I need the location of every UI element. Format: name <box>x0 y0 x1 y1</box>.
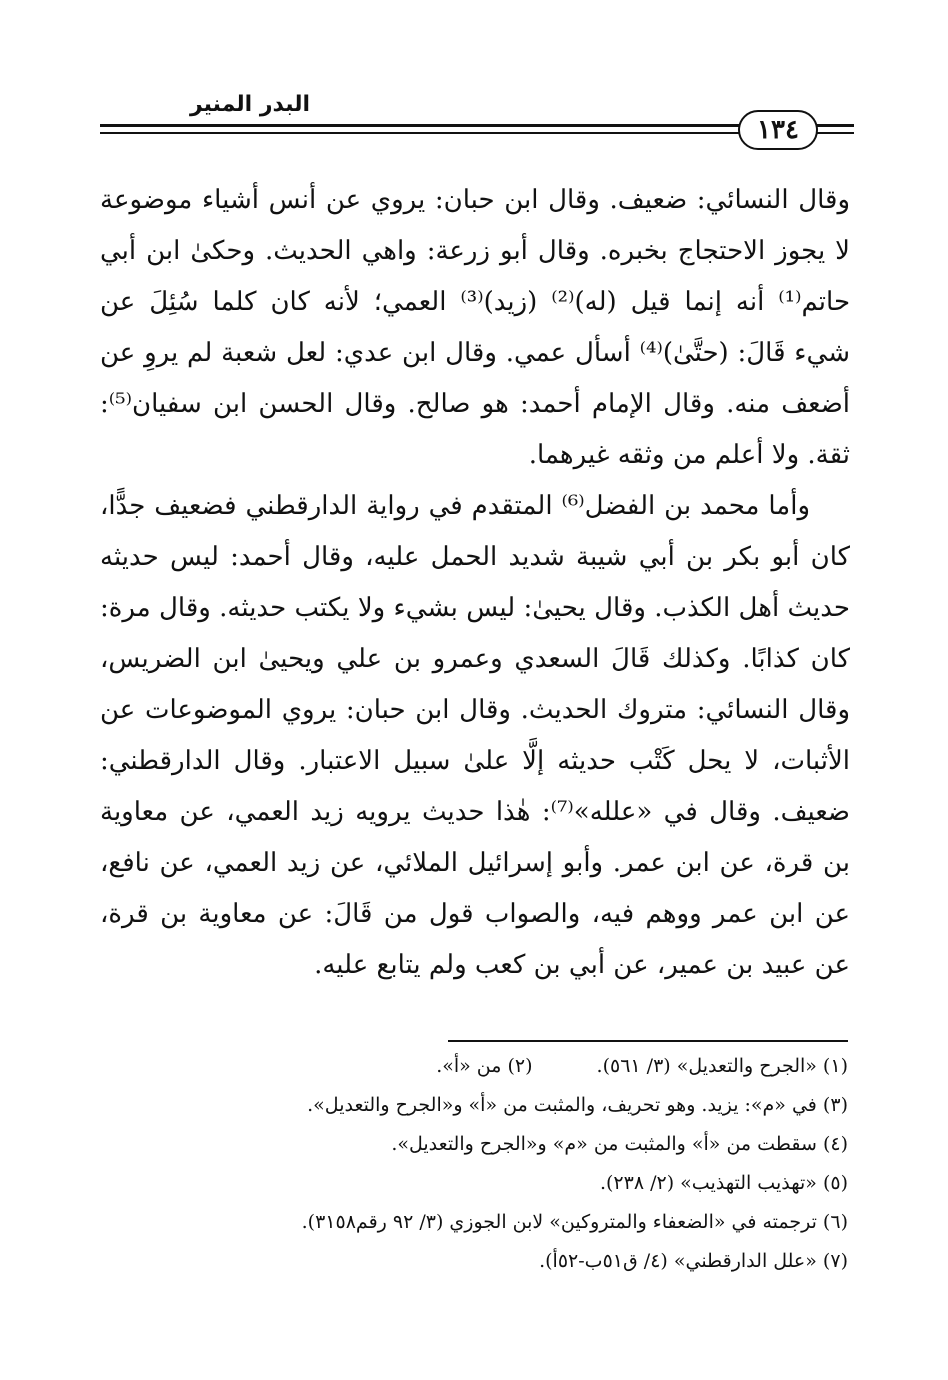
main-text <box>100 175 850 991</box>
header-rule-bottom <box>100 132 740 134</box>
footnotes <box>100 1047 848 1281</box>
page-number: ١٣٤ <box>738 110 818 150</box>
header-rule-right-top <box>816 124 854 127</box>
paragraph-2: وأما محمد بن الفضل⁽⁶⁾ المتقدم في رواية الدارقطني فضعيف جدًّا، كان أبو بكر بن أبي شيبة شديد الحمل عليه، وقال أحمد: ليس حديثه حديث أهل الكذب. وقال يحيىٰ: ليس بشيء ولا يكتب حديثه. وقال مرة: كان كذابًا. وكذلك قَالَ السعدي وعمرو بن علي ويحيىٰ ابن الضريس، وقال النسائي: متروك الحديث. وقال ابن حبان: يروي الموضوعات عن الأثبات، لا يحل كَتْب حديثه إلَّا علىٰ سبيل الاعتبار. وقال الدارقطني: ضعيف. وقال في «علله»⁽⁷⁾: هٰذا حديث يرويه زيد العمي، عن معاوية بن قرة، عن ابن عمر. وأبو إسرائيل الملائي، عن زيد العمي، عن نافع، عن ابن عمر ووهم فيه، والصواب قول من قَالَ: عن معاوية بن قرة، عن عبيد بن عمير، عن أبي بن كعب ولم يتابع عليه. <box>100 491 851 980</box>
page-header <box>0 0 948 160</box>
footnote-6: (٦) ترجمته في «الضعفاء والمتروكين» لابن الجوزي (٣/ ٩٢ رقم٣١٥٨). <box>301 1211 848 1233</box>
footnote-3: (٣) في «م»: يزيد. وهو تحريف، والمثبت من «أ» و«الجرح والتعديل». <box>307 1094 848 1116</box>
footnote-row <box>100 1047 848 1086</box>
header-rule-right-bottom <box>816 132 854 134</box>
footnote-7: (٧) «علل الدارقطني» (٤/ ق٥١ب-٥٢أ). <box>539 1250 848 1272</box>
footnote-separator <box>448 1040 848 1042</box>
footnote-2: (٢) من «أ». <box>436 1055 533 1077</box>
footnote-5: (٥) «تهذيب التهذيب» (٢/ ٢٣٨). <box>599 1172 848 1194</box>
running-title: البدر المنير <box>189 92 310 117</box>
footnote-1: (١) «الجرح والتعديل» (٣/ ٥٦١). <box>596 1055 848 1077</box>
header-rule-top <box>100 124 740 127</box>
footnote-4: (٤) سقطت من «أ» والمثبت من «م» و«الجرح والتعديل». <box>391 1133 848 1155</box>
paragraph-1: وقال النسائي: ضعيف. وقال ابن حبان: يروي عن أنس أشياء موضوعة لا يجوز الاحتجاج بخبره. وقال أبو زرعة: واهي الحديث. وحكىٰ ابن أبي حاتم⁽¹⁾ أنه إنما قيل (له)⁽²⁾ (زيد)⁽³⁾ العمي؛ لأنه كان كلما سُئِلَ عن شيء قَالَ: (حتَّىٰ)⁽⁴⁾ أسأل عمي. وقال ابن عدي: لعل شعبة لم يروِ عن أضعف منه. وقال الإمام أحمد: هو صالح. وقال الحسن ابن سفيان⁽⁵⁾: ثقة. ولا أعلم من وثقه غيرهما. <box>100 185 851 470</box>
